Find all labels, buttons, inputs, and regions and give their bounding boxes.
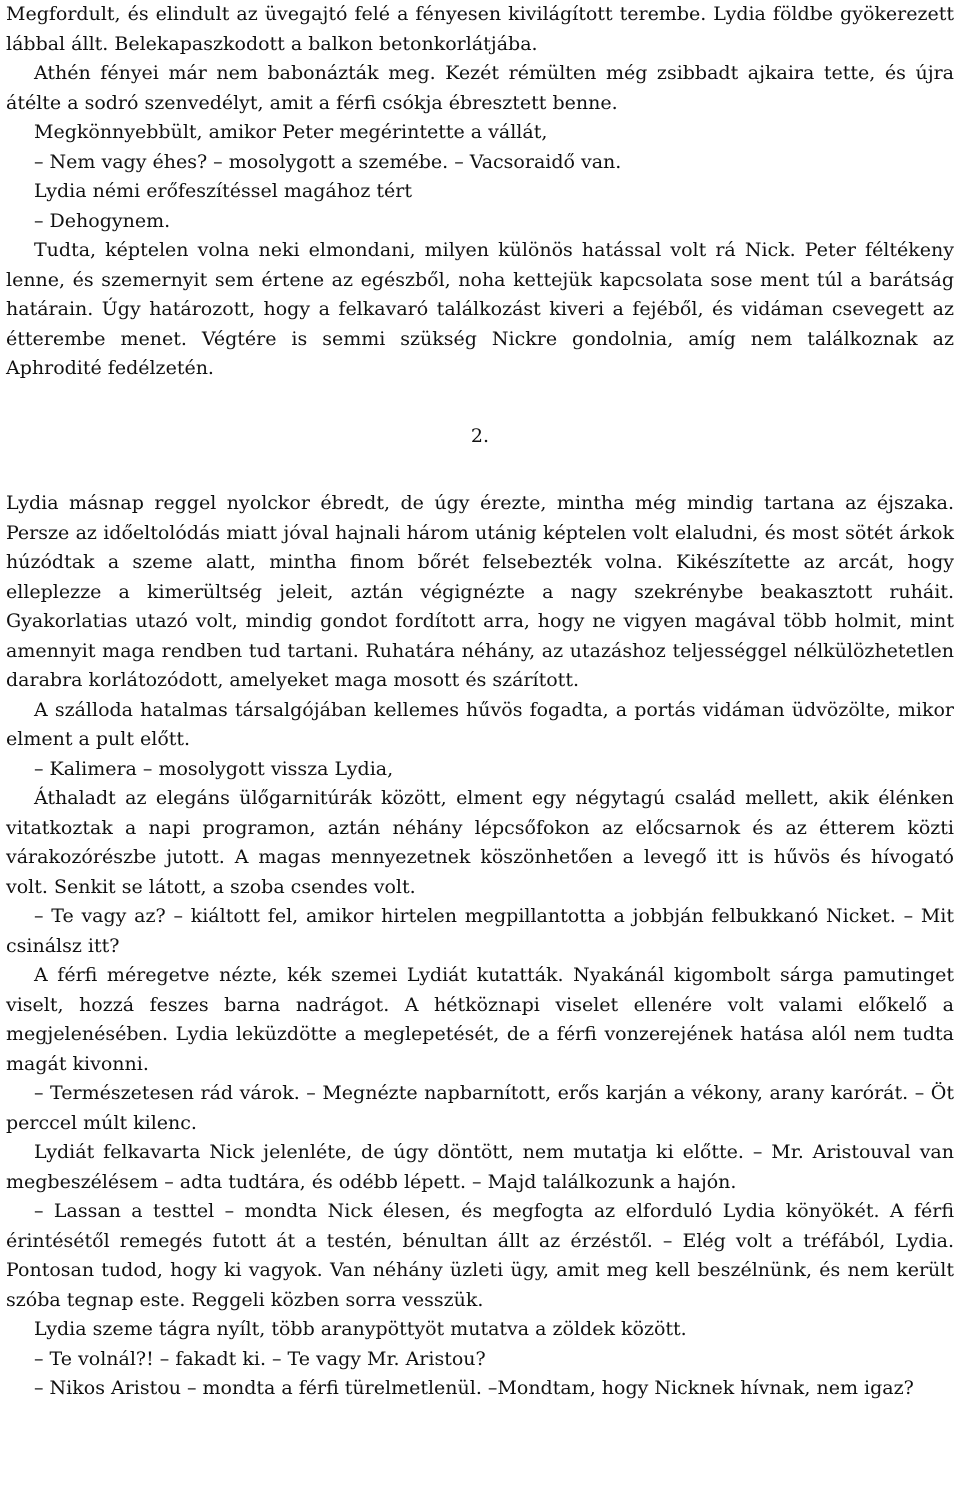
dialogue-line: – Nem vagy éhes? – mosolygott a szemébe. – Vacsoraidő van. — [34, 150, 622, 173]
paragraph: A férfi méregetve nézte, kék szemei Lydiát kutatták. Nyakánál kigombolt sárga pamutinget viselt, hozzá feszes barna nadrágot. A hétköznapi viselet ellenére volt valami előkelő a megjelenésében. Lydia leküzdötte a meglepetését, de a férfi vonzerejének hatása alól nem tudta magát kivonni. — [6, 964, 954, 1075]
paragraph: A szálloda hatalmas társalgójában kellemes hűvös fogadta, a portás vidáman üdvözölte, mikor elment a pult előtt. — [6, 698, 954, 750]
paragraph: Lydiát felkavarta Nick jelenléte, de úgy döntött, nem mutatja ki előtte. – Mr. Aristouval van megbeszélésem – adta tudtára, és odébb lépett. – Majd találkozunk a hajón. — [6, 1141, 954, 1193]
document-page — [6, 0, 954, 1404]
chapter-heading: 2. — [470, 424, 490, 447]
spacer — [6, 384, 954, 422]
paragraph: Athén fényei már nem babonázták meg. Kezét rémülten még zsibbadt ajkaira tette, és újra átélte a sodró szenvedélyt, amit a férfi csókja ébresztett benne. — [6, 62, 954, 114]
paragraph: Tudta, képtelen volna neki elmondani, milyen különös hatással volt rá Nick. Peter féltékeny lenne, és szemernyit sem értene az egészből, noha kettejük kapcsolata sose ment túl a barátság határain. Úgy határozott, hogy a felkavaró találkozást kiveri a fejéből, és vidáman csevegett az étterembe menet. Végtére is semmi szükség Nickre gondolnia, amíg nem találkoznak az Aphrodité fedélzetén. — [6, 239, 954, 379]
dialogue-line: – Kalimera – mosolygott vissza Lydia, — [34, 757, 394, 780]
dialogue-line: – Te volnál?! – fakadt ki. – Te vagy Mr. Aristou? — [34, 1347, 486, 1370]
dialogue-line: – Természetesen rád várok. – Megnézte napbarnított, erős karján a vékony, arany karórát. – Öt perccel múlt kilenc. — [6, 1082, 954, 1134]
dialogue-line: – Nikos Aristou – mondta a férfi türelmetlenül. –Mondtam, hogy Nicknek hívnak, nem igaz? — [34, 1377, 914, 1399]
paragraph: Megfordult, és elindult az üvegajtó felé a fényesen kivilágított terembe. Lydia földbe gyökerezett lábbal állt. Belekapaszkodott a balkon betonkorlátjába. — [6, 3, 954, 55]
paragraph: Áthaladt az elegáns ülőgarnitúrák között, elment egy négytagú család mellett, akik élénken vitatkoztak a napi programon, aztán néhány lépcsőfokon az előcsarnok és az étterem közti várakozórészbe jutott. A magas mennyezetnek köszönhetően a levegő itt is hűvös és hívogató volt. Senkit se látott, a szoba csendes volt. — [6, 787, 954, 898]
spacer — [6, 451, 954, 489]
dialogue-line: – Lassan a testtel – mondta Nick élesen, és megfogta az elforduló Lydia könyökét. A férfi érintésétől remegés futott át a testén, bénultan állt az érzéstől. – Elég volt a tréfából, Lydia. Pontosan tudod, hogy ki vagyok. Van néhány üzleti ügy, amit meg kell beszélnünk, és nem került szóba tegnap este. Reggeli közben sorra vesszük. — [6, 1200, 954, 1311]
paragraph: Megkönnyebbült, amikor Peter megérintette a vállát, — [34, 121, 548, 143]
dialogue-line: – Dehogynem. — [34, 209, 171, 232]
dialogue-line: – Te vagy az? – kiáltott fel, amikor hirtelen megpillantotta a jobbján felbukkanó Nicket. – Mit csinálsz itt? — [6, 905, 954, 957]
paragraph: Lydia szeme tágra nyílt, több aranypöttyöt mutatva a zöldek között. — [34, 1318, 687, 1340]
paragraph: Lydia némi erőfeszítéssel magához tért — [34, 180, 413, 202]
paragraph: Lydia másnap reggel nyolckor ébredt, de úgy érezte, mintha még mindig tartana az éjszaka. Persze az időeltolódás miatt jóval hajnali három utánig képtelen volt elaludni, és most sötét árkok húzódtak a szeme alatt, mintha finom bőrét felsebezték volna. Kikészítette az arcát, hogy elleplezze a kimerültség jeleit, aztán végignézte a nagy szekrénybe beakasztott ruháit. Gyakorlatias utazó volt, mindig gondot fordított arra, hogy ne vigyen magával több holmit, mint amennyit maga rendben tud tartani. Ruhatára néhány, az utazáshoz teljességgel nélkülözhetetlen darabra korlátozódott, amelyeket maga mosott és szárított. — [6, 492, 954, 691]
